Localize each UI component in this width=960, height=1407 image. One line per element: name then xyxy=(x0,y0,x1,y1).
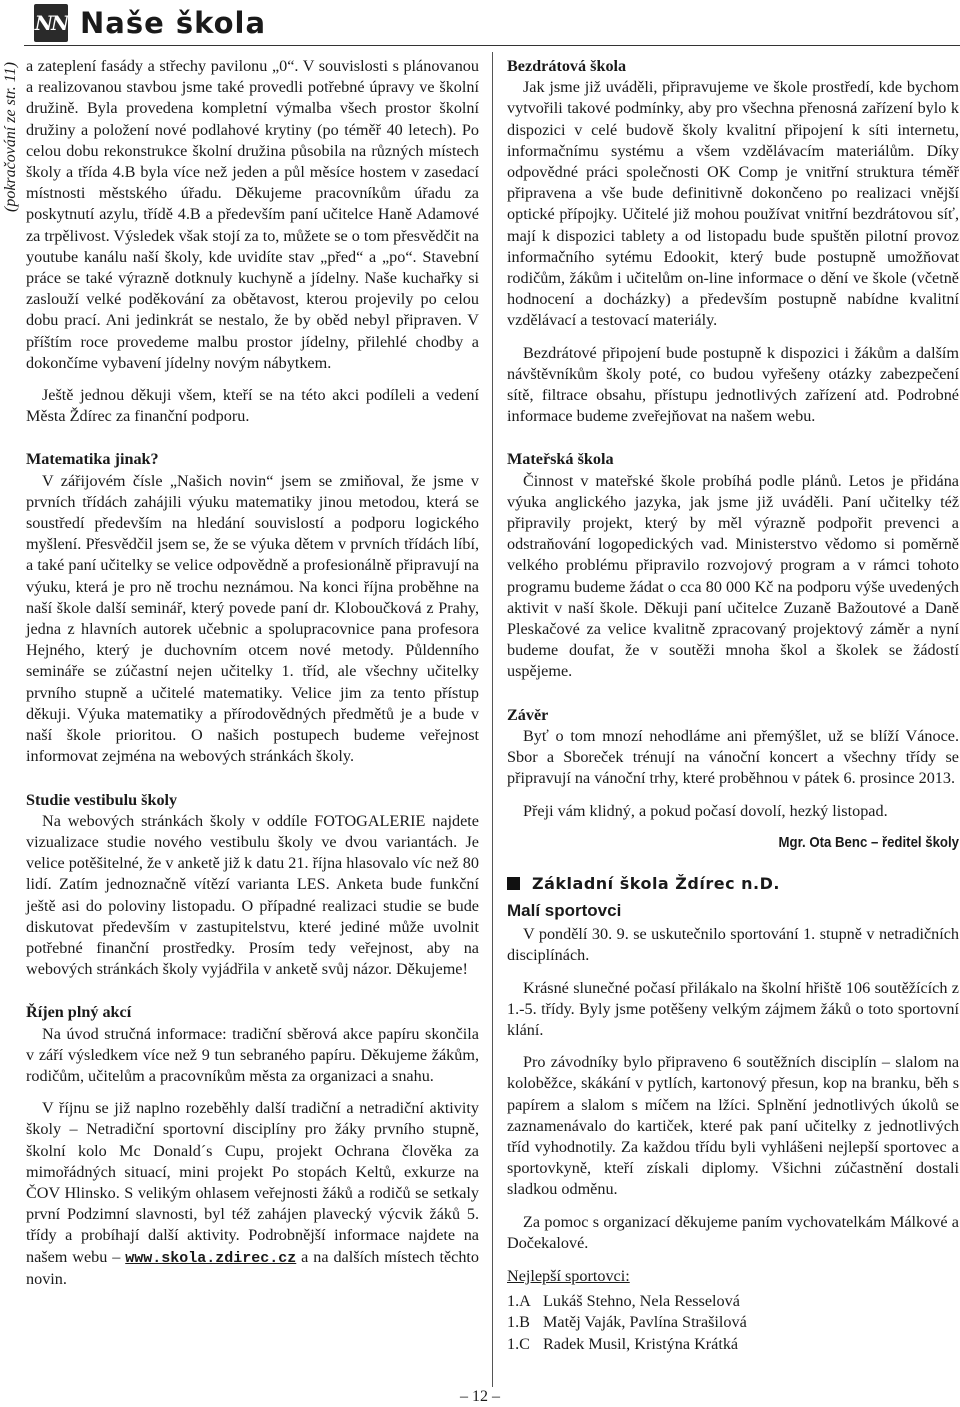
heading-conclusion: Závěr xyxy=(507,705,549,724)
paragraph: Na úvod stručná informace: tradiční sběrová akce papíru skončila v září výsledkem více než 9 tun sebraného papíru. Děkujeme žákům, rodičům, učitelům a pracovníkům města za organizaci a snahu. xyxy=(26,1024,479,1085)
paragraph: Činnost v mateřské škole probíhá podle plánů. Letos je přidána výuka anglického jazyka, jak jsme již uváděli. Paní učitelky též připravily projekt, který by měl výrazně podpořit prevenci a odstraňování logopedických vad. Ministerstvo vědomo si poměrně velkého problému připravilo rozvojový program a v rámci tohoto programu budeme žádat o cca 80 000 Kč na podporu výše uvedených aktivit v naší škole. Děkuji paní učitelce Zuzaně Bažoutové a Daně Pleskačové za velice kvalitně zpracovaný projektový záměr a nyní budeme doufat, že v soutěži mnoha škol a školek se žádostí uspějeme. xyxy=(507,471,959,681)
athlete-names: Radek Musil, Kristýna Krátká xyxy=(543,1334,739,1353)
column-divider xyxy=(492,52,493,1387)
class-label: 1.C xyxy=(507,1334,530,1353)
paragraph: Bezdrátové připojení bude postupně k dispozici i žákům a dalším návštěvníkům školy poté, co budou vyřešeny otázky zabezpečení sítě, filtrace obsahu, přístupu jednotlivých zařízení atd. Podrobné informace budeme zveřejňovat na našem webu. xyxy=(507,343,959,426)
athlete-names: Matěj Vaják, Pavlína Strašilová xyxy=(543,1313,747,1332)
list-item xyxy=(507,1312,959,1333)
paragraph-text: a na dalších místech těchto novin. xyxy=(26,1247,480,1288)
square-bullet-icon xyxy=(507,877,520,890)
newspaper-logo: NN xyxy=(34,4,68,42)
continuation-note: (pokračování ze str. 11) xyxy=(2,62,19,212)
section-title: Naše škola xyxy=(80,6,267,40)
paragraph: a zateplení fasády a střechy pavilonu „0“. V souvislosti s plánovanou a realizovanou stavbou jsme také provedli potřebné úpravy ve školní družině. Byla provedena kompletní výmalba všech prostor školní družiny a položení nové podlahové krytiny (po téměř 40 letech). Po celou dobu rekonstrukce školní družina působila na různých místech školy a třída 4.B byla více než jeden a půl měsíce hostem v zasedací místnosti městského úřadu. Děkujeme pracovníkům úřadu za poskytnutí azylu, třídě 4.B a především paní učitelce Haně Adamové za trpělivost. Výsledek však stojí za to, můžete se o tom přesvědčit na youtube kanálu naší školy, kde uvidíte stav „před“ a „po“. Stavební práce se také výrazně dotknuly kuchyně a jídelny. Naše kuchařky si zaslouží velké poděkování za obětavost, kterou projevily po celou dobu prací. Ani jedinkrát se nestalo, že by oběd nebyl připraven. V příštím roce provedeme malbu prostor jídelny, přilehlé chodby a dokončíme vybavení jídelny novým nábytkem. xyxy=(26,57,479,372)
paragraph xyxy=(26,1098,479,1290)
paragraph: Přeji vám klidný, a pokud počasí dovolí, hezký listopad. xyxy=(523,801,888,820)
paragraph: Ještě jednou děkuji všem, kteří se na této akci podíleli a vedení Města Ždírec za finanční podporu. xyxy=(26,386,479,426)
paragraph: V pondělí 30. 9. se uskutečnilo sportování 1. stupně v netradičních disciplínách. xyxy=(507,925,959,965)
class-label: 1.A xyxy=(507,1292,531,1311)
list-item xyxy=(507,1291,959,1312)
paragraph: Jak jsme již uváděli, připravujeme ve škole prostředí, kde bychom vytvořili takové podmínky, aby pro všechna přenosná zařízení bylo k dispozici v celé budově školy kvalitní připojení k síti internetu, informačnímu systému a všem vzdělávacím materiálům. Díky odpovědné práci společnosti OK Comp je vnitřní struktura téměř připravena a vše bude definitivně dokončeno po realizaci vnější optické přípojky. Učitelé již mohou používat vnitřní bezdrátovou síť, mají k dispozici tablety a od listopadu bude spuštěn pilotní provoz informačního sytému Edookit, který bude postupně umožňovat rodičům, žákům i učitelům on-line informace o dění ve škole (včetně hodnocení a docházky) a především postupně nabídne kvalitní vzdělávací a testovací materiály. xyxy=(507,78,959,330)
signature: Mgr. Ota Benc – ředitel školy xyxy=(778,833,959,851)
paragraph: Krásné slunečné počasí přilákalo na školní hřiště 106 soutěžících z 1.-5. třídy. Byly jsme potěšeny velkým zájmem žáků o toto sportovní klání. xyxy=(507,978,959,1039)
paragraph: Byť o tom mnozí nehodláme ani přemýšlet, už se blíží Vánoce. Sbor a Sboreček trénují na vánoční koncert a všechny třídy se připravují na vánoční trhy, které proběhnou v pátek 6. prosince 2013. xyxy=(507,726,959,788)
school-web-link[interactable]: www.skola.zdirec.cz xyxy=(125,1249,297,1267)
paragraph-text: V říjnu se již naplno rozeběhly další tradiční a netradiční aktivity školy – Netradiční sportovní disciplíny pro žáky prvního stupně, školní kolo Mc Donald´s Cupu, projekt Ochrana člověka za mimořádných situací, mini projekt Po stopách Keltů, exkurze na ČOV Hlinsko. S velikým ohlasem veřejnosti žáků a rodičů se setkaly první Podzimní slavnosti, byl též zahájen plavecký výcvik žáků 5. třídy a probíhají další aktivity. Podrobnější informace najdete na našem webu – xyxy=(26,1099,479,1266)
paragraph: V zářijovém čísle „Našich novin“ jsem se zmiňoval, že jsme v prvních třídách zahájili výuku matematiky jinou metodou, která se soustředí především na hledání souvislostí a podporu logického myšlení. Přesvědčil jsem se, že se výuka dětem v prvních třídách líbí, a také paní učitelky se velice odpovědně a profesionálně připravují na výuku, která je pro ně trochu neznámou. Na konci října proběhne na naší škole další seminář, který povede paní dr. Kloboučková z Prahy, jedna z hlavních autorek učebnic a spolupracovnice pana profesora Hejného, který je duchovním otcem nové metody. Půldenního semináře se zúčastní nejen učitelky 1. tříd, ale všechny učitelky prvního stupně a učitelé matematiky. Velice jim za tento přístup děkuji. Výuka matematiky a přírodovědných předmětů je a bude v naší škole prioritou. O našich postupech budeme veřejnost informovat zejména na webových stránkách školy. xyxy=(26,471,479,766)
heading-kindergarten: Mateřská škola xyxy=(507,450,614,469)
list-item xyxy=(507,1334,959,1355)
heading-sports: Malí sportovci xyxy=(507,901,622,921)
page-number: – 12 – xyxy=(460,1388,500,1405)
page-header xyxy=(34,2,956,42)
left-column xyxy=(26,56,479,1290)
paragraph: Za pomoc s organizací děkujeme paním vychovatelkám Málkové a Dočekalové. xyxy=(507,1212,959,1252)
class-label: 1.B xyxy=(507,1313,530,1332)
header-rule xyxy=(24,45,960,46)
paragraph: Pro závodníky bylo připraveno 6 soutěžních disciplín – slalom na koloběžce, skákání v pytlích, kartonový přesun, kop na branku, běh s papírem a slalom s míčem na lžíci. Splnění jednotlivých úkolů se zaznamenávalo do kartiček, které pak paní učitelky z jednotlivých tříd vyhodnotily. Za každou třídu byli vyhlášeni nejlepší sportovec a sportovkyně, kteří získali diplomy. Všichni zúčastnění dostali sladkou odměnu. xyxy=(507,1053,959,1199)
subsection-title xyxy=(507,873,959,894)
heading-vestibule: Studie vestibulu školy xyxy=(26,790,178,809)
right-column xyxy=(507,56,959,1355)
subsection-title-text: Základní škola Ždírec n.D. xyxy=(532,873,780,893)
best-athletes-label: Nejlepší sportovci: xyxy=(507,1266,630,1285)
heading-math: Matematika jinak? xyxy=(26,450,159,469)
heading-october: Říjen plný akcí xyxy=(26,1003,132,1022)
athlete-names: Lukáš Stehno, Nela Resselová xyxy=(543,1292,740,1311)
best-athletes-list xyxy=(507,1291,959,1355)
heading-wireless: Bezdrátová škola xyxy=(507,57,627,75)
paragraph: Na webových stránkách školy v oddíle FOTOGALERIE najdete vizualizace studie nového vestibulu školy ve dvou variantách. Je velice potěšitelné, že v anketě již k datu 21. října hlasovalo víc než 80 lidí. Zatím jednoznačně vítězí varianta LES. Anketa bude funkční ještě asi do poloviny listopadu. O případné realizaci studie se bude diskutovat především v zastupitelstvu, které jediné může uvolnit potřebné finanční prostředky. Prosím tedy veřejnost, aby na webových stránkách školy vyjádřila v anketě svůj názor. Děkujeme! xyxy=(26,811,479,979)
